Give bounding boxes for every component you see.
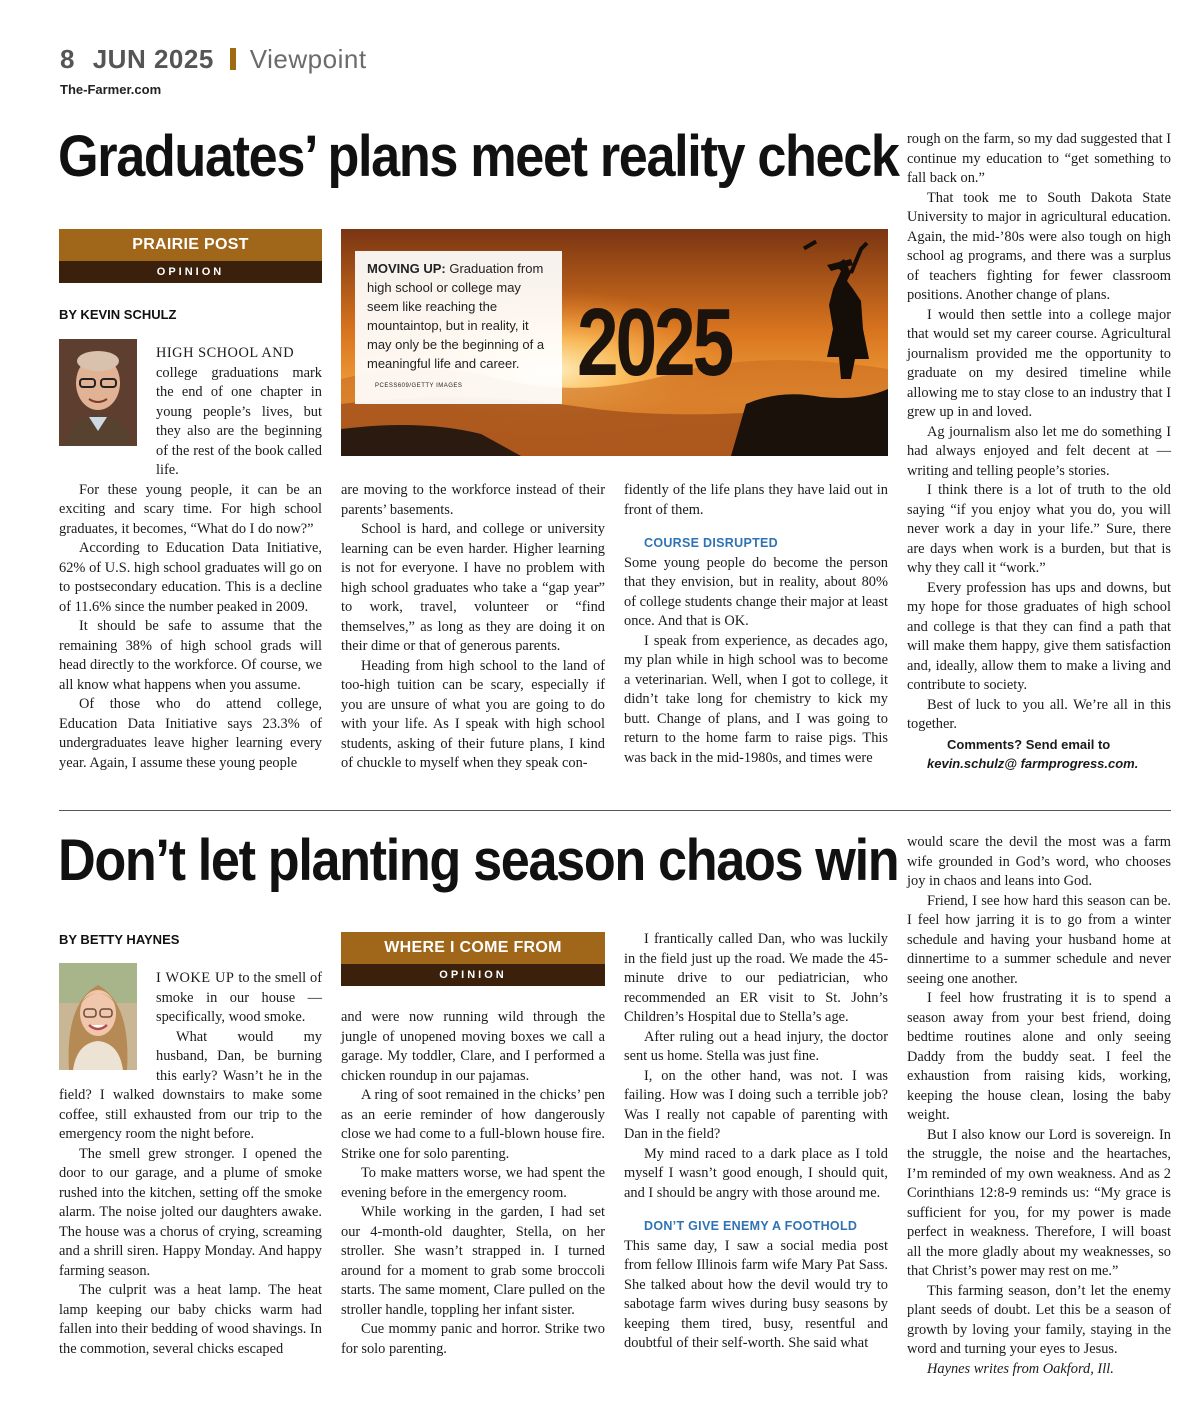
- story2-lead-in: I WOKE UP: [156, 970, 235, 986]
- photo-caption: [355, 251, 562, 404]
- story2-paragraph: What would my husband, Dan, be burning this early? Wasn’t he in the field? I walked downstairs to make some coffee, still exhausted from our trip to the emergency room the night before.: [59, 1028, 322, 1142]
- story2-paragraph: would scare the devil the most was a farm wife grounded in God’s word, who chooses joy in chaos and leans into God.: [907, 834, 1171, 889]
- story1-paragraph: Best of luck to you all. We’re all in this together.: [907, 696, 1171, 732]
- issue-date: JUN 2025: [92, 44, 214, 74]
- subhead-course-disrupted: COURSE DISRUPTED: [644, 536, 778, 550]
- story1-paragraph: For these young people, it can be an exciting and scary time. For high school graduates, it becomes, “What do I do now?”: [59, 481, 322, 537]
- story1-paragraph: I think there is a lot of truth to the old saying “if you enjoy what you do, you will never work a day in your life.” Sure, there are days when work is a burden, but that is why they call it “work.”: [907, 482, 1171, 576]
- page-number: 8: [60, 44, 75, 74]
- story1-paragraph: rough on the farm, so my dad suggested that I continue my education to “get something to fall back on.”: [907, 131, 1171, 186]
- story2-paragraph: After ruling out a head injury, the doctor sent us home. Stella was just fine.: [624, 1028, 888, 1064]
- story2-col1: [59, 969, 322, 1359]
- folio-divider: [230, 48, 236, 70]
- story2-paragraph: Friend, I see how hard this season can be. I feel how jarring it is to go from a winter schedule and having your husband home at dinnertime to a summer schedule and never seeing one another.: [907, 892, 1171, 987]
- story2-headline: Don’t let planting season chaos win: [58, 828, 899, 893]
- graduation-photo: [341, 229, 888, 456]
- story1-paragraph: That took me to South Dakota State University to major in agricultural education. Again, the mid-’80s were also tough on high school ag programs, and there was a surplus of teachers fighting for fewer classroom positions. Another change of plans.: [907, 189, 1171, 303]
- story1-byline: BY KEVIN SCHULZ: [59, 307, 177, 322]
- headshot-wrap-space: [59, 969, 156, 1073]
- column-label-title: WHERE I COME FROM: [341, 932, 605, 964]
- story1-paragraph: I speak from experience, as decades ago, my plan while in high school was to become a veterinarian. Well, when I got to college, it didn’t take long for chemistry to kick my butt. Change of plans, and I was going to return to the home farm to raise pigs. This was back in the mid-1980s, and times were: [624, 632, 888, 766]
- story2-paragraph: Cue mommy panic and horror. Strike two for solo parenting.: [341, 1321, 605, 1357]
- story2-paragraph: I frantically called Dan, who was luckily in the field just up the road. We made the 45-minute drive to our pediatrician, who recommended an ER visit to St. John’s Children’s Hospital due to Stella’s age.: [624, 931, 888, 1025]
- story1-paragraph: Ag journalism also let me do something I had always enjoyed and felt decent at — writing and telling people’s stories.: [907, 423, 1171, 479]
- story2-paragraph: I feel how frustrating it is to spend a season away from your best friend, doing bedtime routines alone and only seeing Daddy from the buddy seat. I feel the exhaustion from raising kids, working, keeping the house clean, losing the baby weight.: [907, 990, 1171, 1123]
- story2-paragraph: But I also know our Lord is sovereign. In the struggle, the noise and the heartaches, I’m reminded of my own weakness. And as 2 Corinthians 12:8-9 reminds us: “My grace is sufficient for you, for my power is made perfect in weakness. Therefore, I will boast all the more gladly about my weaknesses, so that Christ’s power may rest on me.”: [907, 1126, 1171, 1279]
- story2-col2: [341, 1008, 605, 1359]
- story1-lead-in: HIGH SCHOOL AND: [156, 345, 295, 361]
- story1-col3: [624, 481, 888, 768]
- story1-intro-text: college graduations mark the end of one chapter in young people’s lives, but they also are the beginning of the rest of the book called life.: [156, 364, 322, 478]
- column-label-kicker: OPINION: [59, 261, 322, 283]
- story2-paragraph: My mind raced to a dark place as I told myself I wasn’t good enough, I should quit, and I should be angry with those around me.: [624, 1145, 888, 1201]
- photo-year-text: 2025: [577, 289, 732, 396]
- headshot-wrap-space: [59, 344, 156, 467]
- story1-paragraph: Some young people do become the person that they envision, but in reality, about 80% of college students change their major at least once. And that is OK.: [624, 554, 888, 629]
- story2-col4: [907, 833, 1171, 1379]
- page-folio: [60, 44, 367, 75]
- subhead-dont-give-enemy: DON’T GIVE ENEMY A FOOTHOLD: [644, 1219, 858, 1233]
- story2-col3: [624, 930, 888, 1354]
- story2-paragraph: and were now running wild through the jungle of unopened moving boxes we call a garage. My toddler, Clare, and I performed a chicken roundup in our pajamas.: [341, 1009, 605, 1084]
- story1-headline: Graduates’ plans meet reality check: [58, 124, 899, 189]
- story1-paragraph: are moving to the workforce instead of their parents’ basements.: [341, 482, 605, 518]
- story1-paragraph: Of those who do attend college, Education Data Initiative says 23.3% of undergraduates leave higher learning every year. Again, I assume these young people: [59, 696, 322, 771]
- story1-col2: [341, 481, 605, 774]
- story1-paragraph: School is hard, and college or university learning can be even harder. Higher learning is not for everyone. I have no problem with high school graduates who take a “gap year” to work, travel, volunteer or “find themselves,” as long as they are doing it on their dime or that of generous parents.: [341, 521, 605, 654]
- caption-text: Graduation from high school or college may seem like reaching the mountaintop, but in reality, it may only be the beginning of a meaningful life and career.: [367, 261, 545, 371]
- story2-paragraph: The smell grew stronger. I opened the door to our garage, and a plume of smoke rushed into the kitchen, setting off the smoke alarm. The noise jolted our daughters awake. The house was a chorus of crying, screaming and a shrill siren. Happy Monday. And happy farming season.: [59, 1145, 322, 1279]
- story2-paragraph: I, on the other hand, was not. I was failing. How was I doing such a terrible job? Was I really not capable of parenting with Dan in the field?: [624, 1067, 888, 1142]
- story2-paragraph: This farming season, don’t let the enemy plant seeds of doubt. Let this be a season of growth by loving your family, staying in the word and turning your eyes to Jesus.: [907, 1282, 1171, 1357]
- story2-paragraph: While working in the garden, I had set our 4-month-old daughter, Stella, on her stroller. She wasn’t strapped in. I turned around for a moment to grab some broccoli starts. The same moment, Clare pulled on the stroller handle, toppling her infant sister.: [341, 1204, 605, 1318]
- story2-byline: BY BETTY HAYNES: [59, 932, 180, 947]
- site-url: The-Farmer.com: [60, 82, 162, 97]
- section-name: Viewpoint: [249, 44, 367, 74]
- story1-paragraph: It should be safe to assume that the remaining 38% of high school grads will head directly to the workforce. Of course, we all know what happens when you assume.: [59, 618, 322, 693]
- story1-column-label: [59, 229, 322, 283]
- story2-intro-text: to the smell of smoke in our house — specifically, wood smoke.: [156, 970, 322, 1025]
- story2-column-label: [341, 932, 605, 986]
- story1-signoff: [907, 735, 1171, 774]
- story-divider: [59, 810, 1171, 811]
- story2-paragraph: The culprit was a heat lamp. The heat lamp keeping our baby chicks warm had fallen into their bedding of wood shavings. In the commotion, several chicks escaped: [59, 1282, 322, 1357]
- signoff-text: Comments? Send email to: [947, 736, 1111, 752]
- story1-paragraph: Every profession has ups and downs, but my hope for those graduates of high school and college is that they can find a path that will make them happy, give them satisfaction and, ideally, allow them to make a living and contribute to society.: [907, 579, 1171, 693]
- column-label-title: PRAIRIE POST: [59, 229, 322, 261]
- story2-paragraph: A ring of soot remained in the chicks’ pen as an eerie reminder of how dangerously close we had come to a full-blown house fire. Strike one for solo parenting.: [341, 1087, 605, 1162]
- photo-credit: PCESS609/GETTY IMAGES: [375, 383, 463, 389]
- author-tagline: Haynes writes from Oakford, Ill.: [927, 1360, 1114, 1377]
- story2-paragraph: To make matters worse, we had spent the evening before in the emergency room.: [341, 1165, 605, 1201]
- caption-lead: MOVING UP:: [367, 261, 446, 276]
- story1-paragraph: I would then settle into a college major that would set my career course. Agricultural journalism provided me the opportunity to graduate on my desired timeline while allowing me to stay close to an industry that I grew up in and loved.: [907, 306, 1171, 420]
- column-label-kicker: OPINION: [341, 964, 605, 986]
- story1-paragraph: Heading from high school to the land of too-high tuition can be scary, especially if you are unsure of what you are going to do with your life. As I speak with high school students, asking of their future plans, I kind of chuckle to myself when they speak con-: [341, 657, 605, 771]
- story1-col4: [907, 130, 1171, 774]
- story2-paragraph: This same day, I saw a social media post from fellow Illinois farm wife Mary Pat Sass. She talked about how the devil would try to sabotage farm wives during busy seasons by keeping them tired, busy, resentful and doubtful of their self-worth. She said what: [624, 1237, 888, 1351]
- story1-col1: [59, 344, 322, 773]
- story1-paragraph: According to Education Data Initiative, 62% of U.S. high school graduates will go on to postsecondary education. This is a decline of 11.6% since the number peaked in 2009.: [59, 540, 322, 615]
- author-email-link[interactable]: kevin.schulz@ farmprogress.com.: [927, 756, 1139, 771]
- story1-paragraph: fidently of the life plans they have laid out in front of them.: [624, 482, 888, 518]
